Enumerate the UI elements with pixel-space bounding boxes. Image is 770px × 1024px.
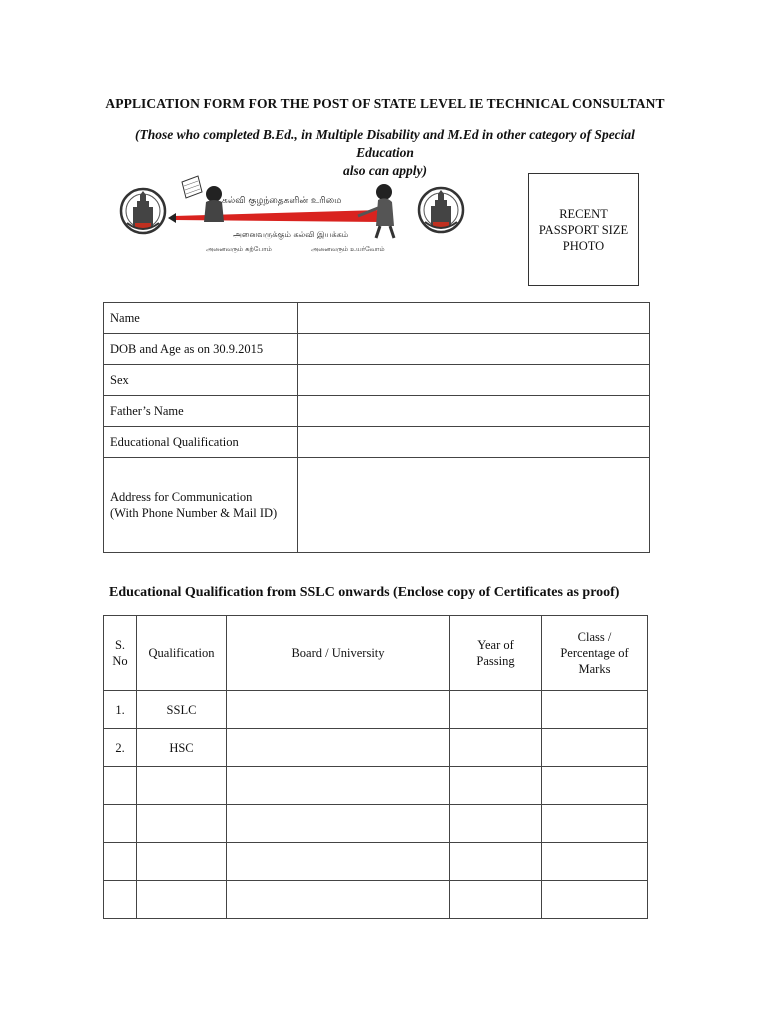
column-header-sno: S. No — [104, 616, 137, 691]
column-header-qualification: Qualification — [137, 616, 227, 691]
cell-year[interactable] — [450, 729, 542, 767]
cell-class[interactable] — [542, 691, 648, 729]
details-row-qualification — [104, 427, 650, 458]
column-header-year: Year of Passing — [450, 616, 542, 691]
tamil-nadu-emblem-left-icon — [119, 183, 167, 239]
label-sex: Sex — [104, 365, 298, 396]
cell-year[interactable] — [450, 691, 542, 729]
cell-sno[interactable] — [104, 881, 137, 919]
cell-class[interactable] — [542, 881, 648, 919]
banner-mid-text: அனைவருக்கும் கல்வி இயக்கம் — [233, 230, 349, 239]
cell-qualification: HSC — [137, 729, 227, 767]
cell-board[interactable] — [227, 729, 450, 767]
label-name: Name — [104, 303, 298, 334]
cell-board[interactable] — [227, 691, 450, 729]
cell-class[interactable] — [542, 843, 648, 881]
education-section-heading: Educational Qualification from SSLC onwards (Enclose copy of Certificates as proof) — [109, 585, 620, 600]
cell-board[interactable] — [227, 881, 450, 919]
form-title: APPLICATION FORM FOR THE POST OF STATE LEVEL IE TECHNICAL CONSULTANT — [105, 96, 665, 111]
cell-class[interactable] — [542, 805, 648, 843]
address-label-line-2: (With Phone Number & Mail ID) — [110, 506, 278, 520]
cell-qualification: SSLC — [137, 691, 227, 729]
label-educational-qualification: Educational Qualification — [104, 427, 298, 458]
cell-qualification[interactable] — [137, 805, 227, 843]
cell-qualification[interactable] — [137, 843, 227, 881]
details-row-address — [104, 458, 650, 553]
photo-box-line-1: RECENT — [559, 206, 608, 221]
cell-board[interactable] — [227, 843, 450, 881]
cell-sno: 1. — [104, 691, 137, 729]
table-row — [104, 729, 648, 767]
field-address[interactable] — [298, 458, 650, 553]
table-row — [104, 843, 648, 881]
tamil-nadu-emblem-right-icon — [417, 182, 465, 238]
passport-photo-box[interactable] — [528, 173, 639, 286]
table-row — [104, 805, 648, 843]
cell-sno[interactable] — [104, 767, 137, 805]
banner-bottom-left-text: அனைவரும் கற்போம் — [206, 245, 272, 253]
banner-top-text: கல்வி குழந்தைகளின் உரிமை — [222, 196, 342, 206]
cell-class[interactable] — [542, 729, 648, 767]
cell-year[interactable] — [450, 843, 542, 881]
table-row — [104, 767, 648, 805]
cell-year[interactable] — [450, 881, 542, 919]
cell-sno[interactable] — [104, 805, 137, 843]
table-row — [104, 881, 648, 919]
cell-sno: 2. — [104, 729, 137, 767]
subtitle-line-1: (Those who completed B.Ed., in Multiple Disability and M.Ed in other category of Special Education — [135, 127, 635, 160]
label-dob-age: DOB and Age as on 30.9.2015 — [104, 334, 298, 365]
label-address — [104, 458, 298, 553]
cell-sno[interactable] — [104, 843, 137, 881]
column-header-board: Board / University — [227, 616, 450, 691]
field-fathers-name[interactable] — [298, 396, 650, 427]
cell-qualification[interactable] — [137, 881, 227, 919]
sarva-shiksha-abhiyan-logo — [168, 172, 414, 252]
banner-bottom-right-text: அனைவரும் உயர்வோம் — [311, 245, 385, 253]
address-label-line-1: Address for Communication — [110, 490, 253, 504]
field-sex[interactable] — [298, 365, 650, 396]
cell-class[interactable] — [542, 767, 648, 805]
details-row-father — [104, 396, 650, 427]
details-row-sex — [104, 365, 650, 396]
photo-box-line-2: PASSPORT SIZE — [538, 222, 629, 237]
field-educational-qualification[interactable] — [298, 427, 650, 458]
cell-board[interactable] — [227, 805, 450, 843]
field-dob-age[interactable] — [298, 334, 650, 365]
details-row-dob — [104, 334, 650, 365]
details-row-name — [104, 303, 650, 334]
field-name[interactable] — [298, 303, 650, 334]
table-row — [104, 691, 648, 729]
personal-details-table — [103, 302, 650, 553]
column-header-class: Class / Percentage of Marks — [542, 616, 648, 691]
cell-qualification[interactable] — [137, 767, 227, 805]
cell-board[interactable] — [227, 767, 450, 805]
photo-box-line-3: PHOTO — [562, 238, 605, 253]
cell-year[interactable] — [450, 767, 542, 805]
education-table-header — [104, 616, 648, 691]
cell-year[interactable] — [450, 805, 542, 843]
label-fathers-name: Father’s Name — [104, 396, 298, 427]
education-table — [103, 615, 648, 919]
subtitle-line-2: also can apply) — [343, 163, 427, 178]
